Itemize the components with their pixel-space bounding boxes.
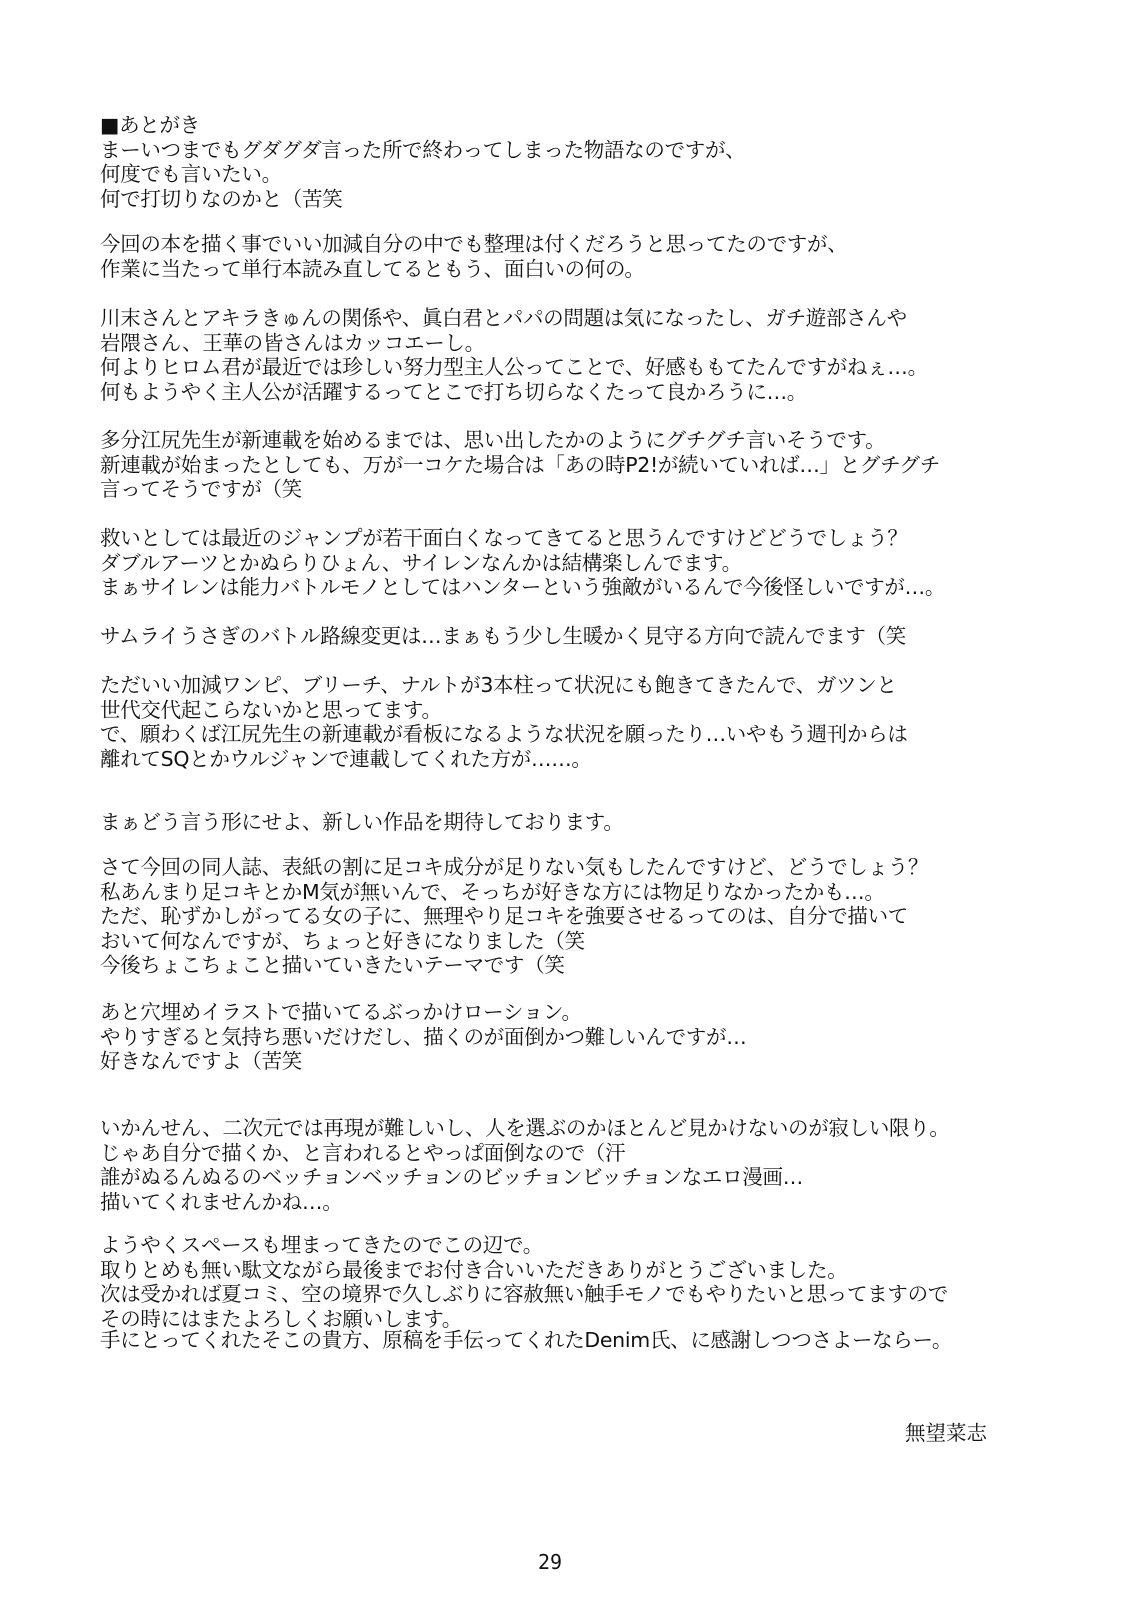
text-line: 川末さんとアキラきゅんの関係や、眞白君とパパの問題は気になったし、ガチ遊部さんや	[100, 306, 907, 330]
text-line: まーいつまでもグダグダ言った所で終わってしまった物語なのですが、	[100, 137, 746, 162]
text-line: ダブルアーツとかぬらりひょん、サイレンなんかは結構楽しんでます。	[100, 550, 742, 575]
author-signature: 無望菜志	[905, 1421, 987, 1445]
text-line: やりすぎると気持ち悪いだけだし、描くのが面倒かつ難しいんですが…	[100, 1024, 747, 1049]
text-line: 言ってそうですが（笑	[100, 477, 302, 501]
text-line: 世代交代起こらないかと思ってます。	[100, 697, 442, 722]
text-line: あと穴埋めイラストで描いてるぶっかけローション。	[100, 1000, 582, 1024]
text-line: まぁサイレンは能力バトルモノとしてはハンターという強敵がいるんで今後怪しいですが…。	[100, 575, 946, 599]
text-line: 岩隈さん、王華の皆さんはカッコエーし。	[100, 330, 485, 355]
text-line: おいて何なんですが、ちょっと好きになりました（笑	[100, 928, 585, 953]
afterword-heading-paragraph	[100, 113, 1060, 211]
text-line: で、願わくば江尻先生の新連載が看板になるような状況を願ったり…いやもう週刊からは	[100, 722, 908, 746]
paragraph	[100, 810, 1060, 835]
text-line: 今後ちょこちょこと描いていきたいテーマです（笑	[100, 953, 565, 977]
paragraph	[100, 624, 1060, 649]
text-line: まぁどう言う形にせよ、新しい作品を期待しております。	[100, 810, 624, 834]
text-line: 次は受かれば夏コミ、空の境界で久しぶりに容赦無い触手モノでもやりたいと思ってますので	[100, 1282, 948, 1306]
text-line: サムライうさぎのバトル路線変更は…まぁもう少し生暖かく見守る方向で読んでます（笑	[100, 624, 906, 648]
paragraph	[100, 1116, 1060, 1214]
text-line: さて今回の同人誌、表紙の割に足コキ成分が足りない気もしたんですけど、どうでしょう？	[100, 855, 929, 879]
paragraph	[100, 526, 1060, 600]
text-line: 手にとってくれたそこの貴方、原稿を手伝ってくれたDenim氏、に感謝しつつさよーならー。	[100, 1328, 953, 1352]
text-line: いかんせん、二次元では再現が難しいし、人を選ぶのかほとんど見かけないのが寂しい限り。	[100, 1116, 950, 1140]
text-line: 新連載が始まったとしても、万が一コケた場合は「あの時P2!が続いていれば…」とグチグチ	[100, 452, 940, 477]
text-line: ようやくスペースも埋まってきたのでこの辺で。	[100, 1233, 543, 1257]
text-line: 作業に当たって単行本読み直してるともう、面白いの何の。	[100, 256, 645, 281]
paragraph	[100, 1233, 1060, 1331]
text-line: じゃあ自分で描くか、と言われるとやっぱ面倒なので（汗	[100, 1140, 626, 1165]
paragraph	[100, 855, 1060, 978]
text-line: 多分江尻先生が新連載を始めるまでは、思い出したかのようにグチグチ言いそうです。	[100, 428, 886, 452]
text-line: 何で打切りなのかと（苦笑	[100, 186, 343, 211]
text-line: 私あんまり足コキとかM気が無いんで、そっちが好きな方には物足りなかったかも…。	[100, 879, 885, 904]
text-line: 好きなんですよ（苦笑	[100, 1049, 302, 1073]
page-number: 29	[538, 1550, 563, 1574]
text-line: 描いてくれませんかね…。	[100, 1189, 343, 1214]
paragraph	[100, 1328, 1060, 1353]
text-line: 救いとしては最近のジャンプが若干面白くなってきてると思うんですけどどうでしょう？	[100, 526, 908, 550]
text-line: 何度でも言いたい。	[100, 162, 282, 186]
text-line: ■あとがき	[100, 113, 200, 137]
text-line: その時にはまたよろしくお願いします。	[100, 1306, 462, 1331]
paragraph	[100, 428, 1060, 502]
paragraph	[100, 306, 1060, 404]
text-line: ただいい加減ワンピ、ブリーチ、ナルトが3本柱って状況にも飽きてきたんで、ガツンと	[100, 673, 897, 697]
paragraph	[100, 1000, 1060, 1074]
text-line: 取りとめも無い駄文ながら最後までお付き合いいただきありがとうございました。	[100, 1257, 848, 1282]
text-line: 今回の本を描く事でいい加減自分の中でも整理は付くだろうと思ってたのですが、	[100, 232, 848, 256]
text-line: 何もようやく主人公が活躍するってとこで打ち切らなくたって良かろうに…。	[100, 379, 807, 404]
paragraph	[100, 232, 1060, 281]
text-line: ただ、恥ずかしがってる女の子に、無理やり足コキを強要させるってのは、自分で描いて	[100, 904, 908, 928]
text-line: 誰がぬるんぬるのベッチョンベッチョンのビッチョンビッチョンなエロ漫画…	[100, 1165, 803, 1189]
paragraph	[100, 673, 1060, 771]
text-line: 何よりヒロム君が最近では珍しい努力型主人公ってことで、好感ももてたんですがねぇ…。	[100, 355, 928, 379]
text-line: 離れてSQとかウルジャンで連載してくれた方が……。	[100, 746, 592, 771]
